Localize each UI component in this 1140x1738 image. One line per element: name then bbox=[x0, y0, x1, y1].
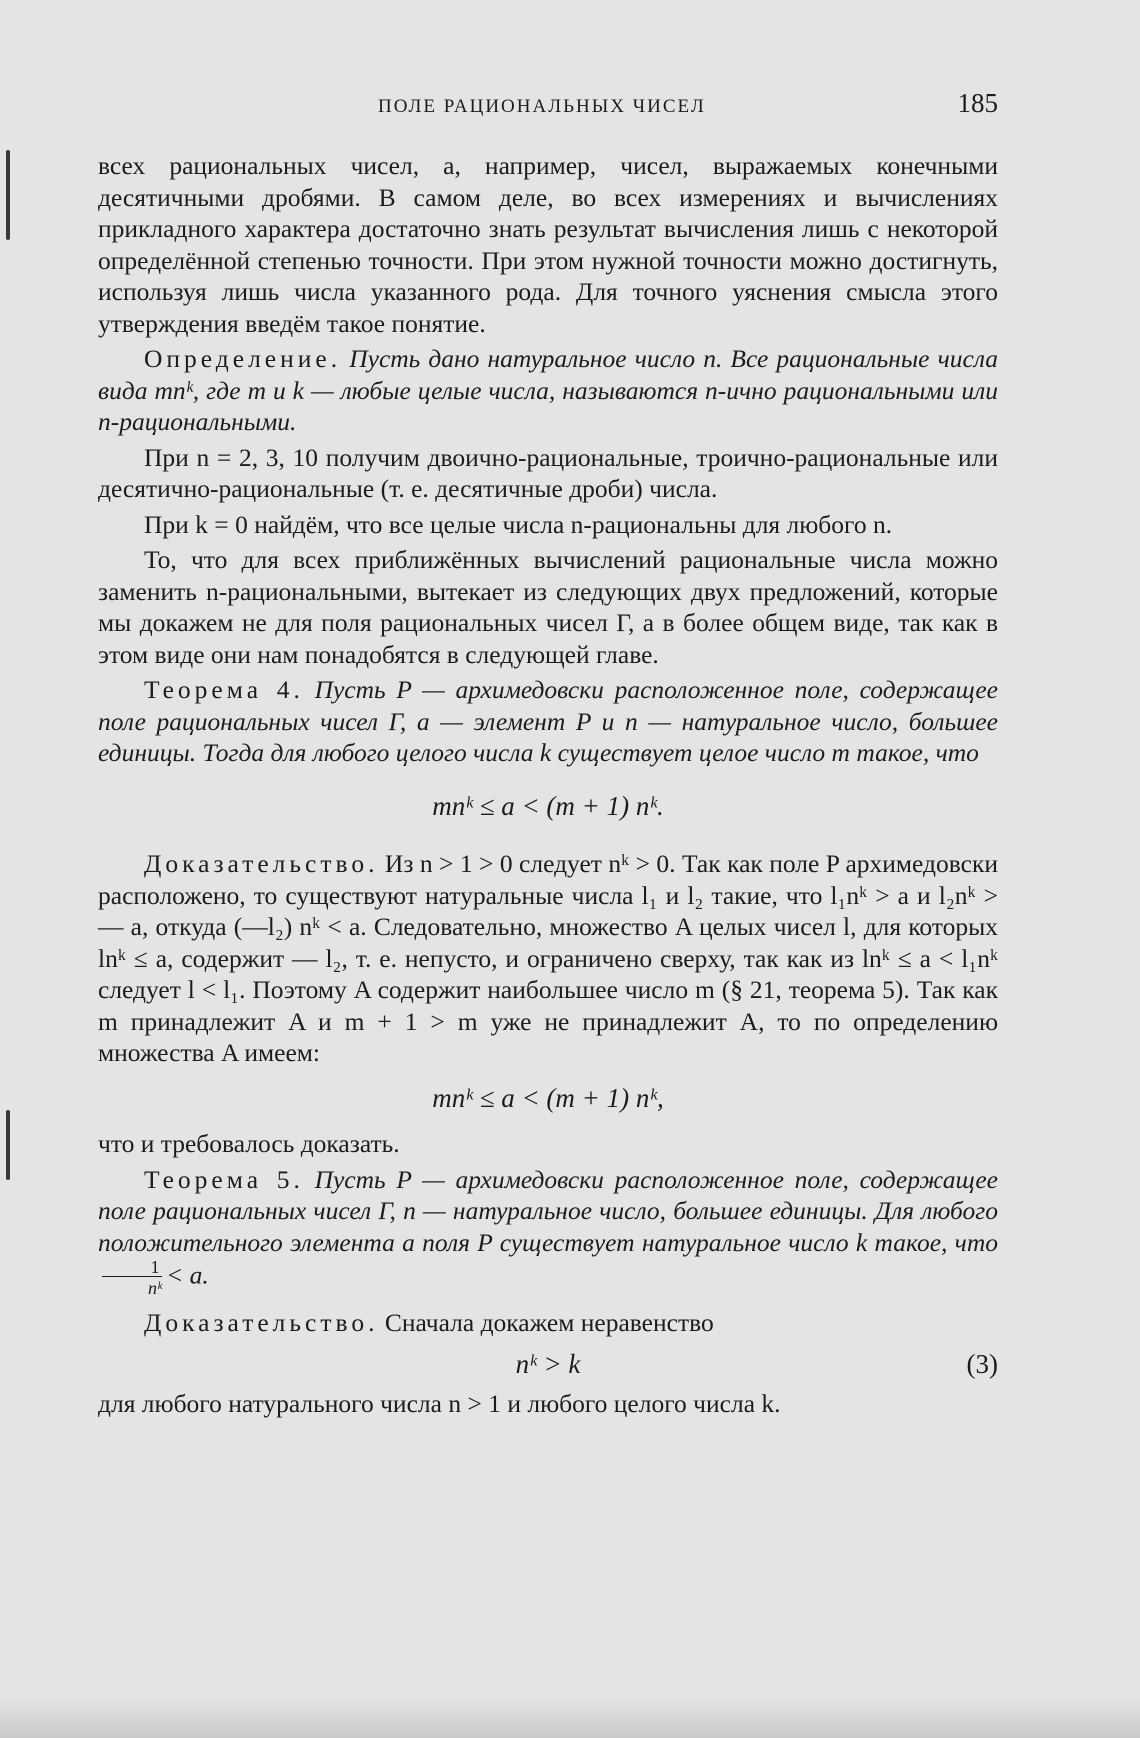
formula: nᵏ > k bbox=[515, 1348, 581, 1379]
fraction-numerator: 1 bbox=[150, 1257, 160, 1277]
definition-text: Пусть дано натуральное число n. Все рациональные числа вида mnᵏ, где m и k — любые целые числа, называются n-ично рациональными или n-рациональными. bbox=[98, 344, 998, 436]
theorem-4-text: Пусть P — архимедовски расположенное поле, содержащее поле рациональных чисел Γ, a — элемент P и n — натуральное число, большее единицы. Тогда для любого целого числа k существует целое число m такое, что bbox=[98, 675, 999, 767]
theorem-4 bbox=[98, 674, 998, 769]
proof-text: Сначала докажем неравенство bbox=[384, 1308, 714, 1337]
paragraph: всех рациональных чисел, а, например, чисел, выражаемых конечными десятичными дробями. В самом деле, во всех измерениях и вычислениях прикладного характера достаточно знать результат вычисления лишь с некоторой определённой степенью точности. При этом нужной точности можно достигнуть, используя лишь числа указанного рода. Для точного уяснения смысла этого утверждения введём такое понятие. bbox=[98, 151, 998, 338]
theorem-5 bbox=[98, 1164, 998, 1298]
binding-mark bbox=[6, 1110, 10, 1180]
theorem-5-label: Теорема 5. bbox=[144, 1164, 304, 1194]
binding-mark bbox=[6, 150, 10, 240]
page-number: 185 bbox=[957, 88, 998, 118]
paragraph: что и требовалось доказать. bbox=[98, 1129, 400, 1158]
running-head: ПОЛЕ РАЦИОНАЛЬНЫХ ЧИСЕЛ bbox=[378, 96, 706, 117]
formula: mnᵏ ≤ a < (m + 1) nᵏ. bbox=[432, 790, 664, 821]
proof-label: Доказательство. bbox=[144, 849, 379, 878]
scan-shadow bbox=[0, 1698, 1140, 1738]
proof bbox=[98, 1307, 998, 1339]
paragraph: При n = 2, 3, 10 получим двоично-рациональные, троично-рациональные или десятично-рациональные (т. е. десятичные дроби) числа. bbox=[98, 442, 998, 503]
paragraph: То, что для всех приближённых вычислений рациональные числа можно заменить n-рациональными, вытекает из следующих двух предложений, которые мы докажем не для поля рациональных чисел Γ, а в более общем виде, так как в этом виде они нам понадобятся в следующей главе. bbox=[98, 545, 998, 669]
definition bbox=[98, 343, 998, 438]
definition-label: Определение. bbox=[144, 344, 342, 373]
paragraph: При k = 0 найдём, что все целые числа n-рациональны для любого n. bbox=[144, 509, 893, 539]
theorem-5-text: Пусть P — архимедовски расположенное поле, содержащее поле рациональных чисел Γ, n — натуральное число, большее единицы. Для любого положительного элемента a поля P существует натуральное число k такое, что bbox=[98, 1164, 999, 1257]
proof-label: Доказательство. bbox=[144, 1308, 379, 1337]
proof bbox=[98, 848, 998, 1069]
numbered-equation bbox=[98, 1349, 998, 1381]
formula: mnᵏ ≤ a < (m + 1) nᵏ, bbox=[432, 1082, 664, 1113]
paragraph: для любого натурального числа n > 1 и любого целого числа k. bbox=[98, 1389, 781, 1418]
proof-text: Из n > 1 > 0 следует nᵏ > 0. Так как поле P архимедовски расположено, то существуют натуральные числа l₁ и l₂ такие, что l₁nᵏ > a и l₂nᵏ > — a, откуда (—l₂) nᵏ < a. Следовательно, множество A целых чисел l, для которых lnᵏ ≤ a, содержит — l₂, т. е. непусто, и ограничено сверху, так как из lnᵏ ≤ a < l₁nᵏ следует l < l₁. Поэтому A содержит наибольшее число m (§ 21, теорема 5). Так как m принадлежит A и m + 1 > m уже не принадлежит A, то по определению множества A имеем: bbox=[98, 849, 999, 1067]
theorem-4-label: Теорема 4. bbox=[144, 675, 304, 704]
fraction-denominator: nᵏ bbox=[102, 1276, 162, 1297]
equation-number: (3) bbox=[966, 1348, 998, 1379]
fraction bbox=[102, 1258, 162, 1297]
theorem-5-tail: < a. bbox=[166, 1260, 209, 1290]
page-body bbox=[98, 150, 998, 1424]
